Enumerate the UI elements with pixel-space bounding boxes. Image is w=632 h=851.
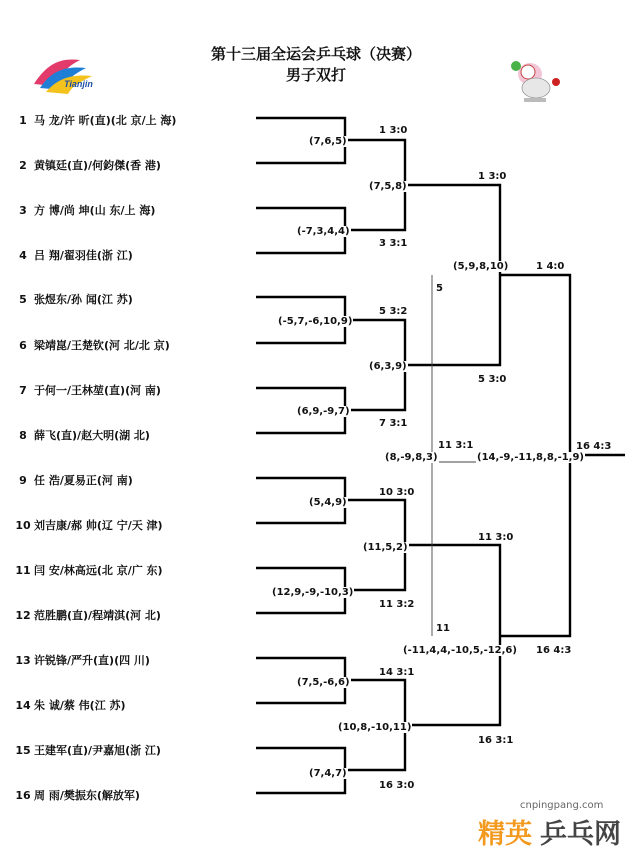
match-result: 16 3:1 <box>478 735 514 746</box>
match-result: 3 3:1 <box>379 238 408 249</box>
watermark-url: cnpingpang.com <box>520 800 604 811</box>
player-name: 刘吉康/郝 帅(辽 宁/天 津) <box>34 519 163 532</box>
player-row <box>12 157 161 173</box>
player-row <box>12 697 126 713</box>
game-scores: (5,9,8,10) <box>453 261 509 272</box>
player-name: 任 浩/夏易正(河 南) <box>34 474 133 487</box>
match-result: 1 3:0 <box>379 125 408 136</box>
match-result: 5 3:0 <box>478 374 507 385</box>
games-logo-text: Tianjin <box>64 79 93 89</box>
game-scores: (-5,7,-6,10,9) <box>278 316 353 327</box>
watermark-brand-b: 乒乓网 <box>540 819 621 850</box>
player-name: 马 龙/许 昕(直)(北 京/上 海) <box>34 114 177 127</box>
game-scores: (7,4,7) <box>309 768 347 779</box>
player-name: 吕 翔/翟羽佳(浙 江) <box>34 249 133 262</box>
bronze-top-label: 5 <box>436 283 443 294</box>
game-scores: (6,9,-9,7) <box>297 406 350 417</box>
player-seed: 8 <box>19 429 27 442</box>
game-scores: (11,5,2) <box>363 542 408 553</box>
game-scores: (7,5,8) <box>369 181 407 192</box>
player-row <box>12 517 163 533</box>
player-name: 薛飞(直)/赵大明(湖 北) <box>34 429 150 442</box>
match-result: 5 3:2 <box>379 306 408 317</box>
match-result: 10 3:0 <box>379 487 415 498</box>
watermark-brand <box>478 812 628 850</box>
player-seed: 4 <box>19 249 27 262</box>
player-seed: 13 <box>15 654 31 667</box>
player-row <box>12 291 133 307</box>
player-seed: 15 <box>15 744 31 757</box>
bronze-result: 11 3:1 <box>438 440 474 451</box>
match-result: 11 3:2 <box>379 599 415 610</box>
player-row <box>12 202 155 218</box>
player-seed: 16 <box>15 789 31 802</box>
match-result: 7 3:1 <box>379 418 408 429</box>
match-result: 11 3:0 <box>478 532 514 543</box>
bronze-bottom-label: 11 <box>436 623 450 634</box>
match-result: 16 3:0 <box>379 780 415 791</box>
player-name: 张煜东/孙 闻(江 苏) <box>34 293 133 306</box>
player-row <box>12 247 133 263</box>
player-row <box>12 787 140 803</box>
player-name: 梁靖崑/王楚钦(河 北/北 京) <box>34 339 170 352</box>
player-seed: 5 <box>19 293 27 306</box>
final-game-scores: (14,-9,-11,8,8,-1,9) <box>477 452 585 463</box>
match-result: 16 4:3 <box>536 645 572 656</box>
game-scores: (10,8,-10,11) <box>338 722 412 733</box>
player-row <box>12 337 170 353</box>
player-name: 朱 诚/蔡 伟(江 苏) <box>34 699 126 712</box>
game-scores: (-7,3,4,4) <box>297 226 350 237</box>
player-name: 黄镇廷(直)/何鈞傑(香 港) <box>34 159 161 172</box>
game-scores: (6,3,9) <box>369 361 407 372</box>
player-row <box>12 472 133 488</box>
page-subtitle: 男子双打 <box>285 66 346 84</box>
player-row <box>12 112 176 128</box>
sf-bracket-2 <box>405 545 500 725</box>
player-seed: 11 <box>15 564 31 577</box>
player-name: 范胜鹏(直)/程靖淇(河 北) <box>34 609 161 622</box>
player-name: 王建军(直)/尹嘉旭(浙 江) <box>34 744 161 757</box>
watermark-brand-a: 精英 <box>478 819 532 850</box>
player-seed: 2 <box>19 159 27 172</box>
game-scores: (7,6,5) <box>309 136 347 147</box>
game-scores: (7,5,-6,6) <box>297 677 350 688</box>
player-name: 闫 安/林高远(北 京/广 东) <box>34 564 163 577</box>
player-name: 于何一/王林堃(直)(河 南) <box>34 384 161 397</box>
player-seed: 1 <box>19 114 27 127</box>
match-result: 1 4:0 <box>536 261 565 272</box>
player-row <box>12 562 163 578</box>
game-scores: (-11,4,4,-10,5,-12,6) <box>403 645 517 656</box>
final-result: 16 4:3 <box>576 441 612 452</box>
player-row <box>12 382 161 398</box>
match-result: 1 3:0 <box>478 171 507 182</box>
player-name: 周 雨/樊振东(解放军) <box>34 789 140 802</box>
player-row <box>12 742 161 758</box>
player-row <box>12 427 150 443</box>
page-title: 第十三届全运会乒乓球（决赛） <box>210 45 421 63</box>
player-seed: 12 <box>15 609 31 622</box>
game-scores: (12,9,-9,-10,3) <box>272 587 354 598</box>
player-name: 方 博/尚 坤(山 东/上 海) <box>34 204 156 217</box>
player-seed: 7 <box>19 384 27 397</box>
player-seed: 9 <box>19 474 27 487</box>
player-row <box>12 652 150 668</box>
match-result: 14 3:1 <box>379 667 415 678</box>
sf-bracket-1 <box>405 185 500 365</box>
game-scores: (5,4,9) <box>309 497 347 508</box>
player-seed: 3 <box>19 204 27 217</box>
player-seed: 6 <box>19 339 27 352</box>
bronze-game-scores: (8,-9,8,3) <box>385 452 438 463</box>
player-seed: 14 <box>15 699 31 712</box>
player-seed: 10 <box>15 519 31 532</box>
player-name: 许锐锋/严升(直)(四 川) <box>34 654 150 667</box>
player-row <box>12 607 161 623</box>
